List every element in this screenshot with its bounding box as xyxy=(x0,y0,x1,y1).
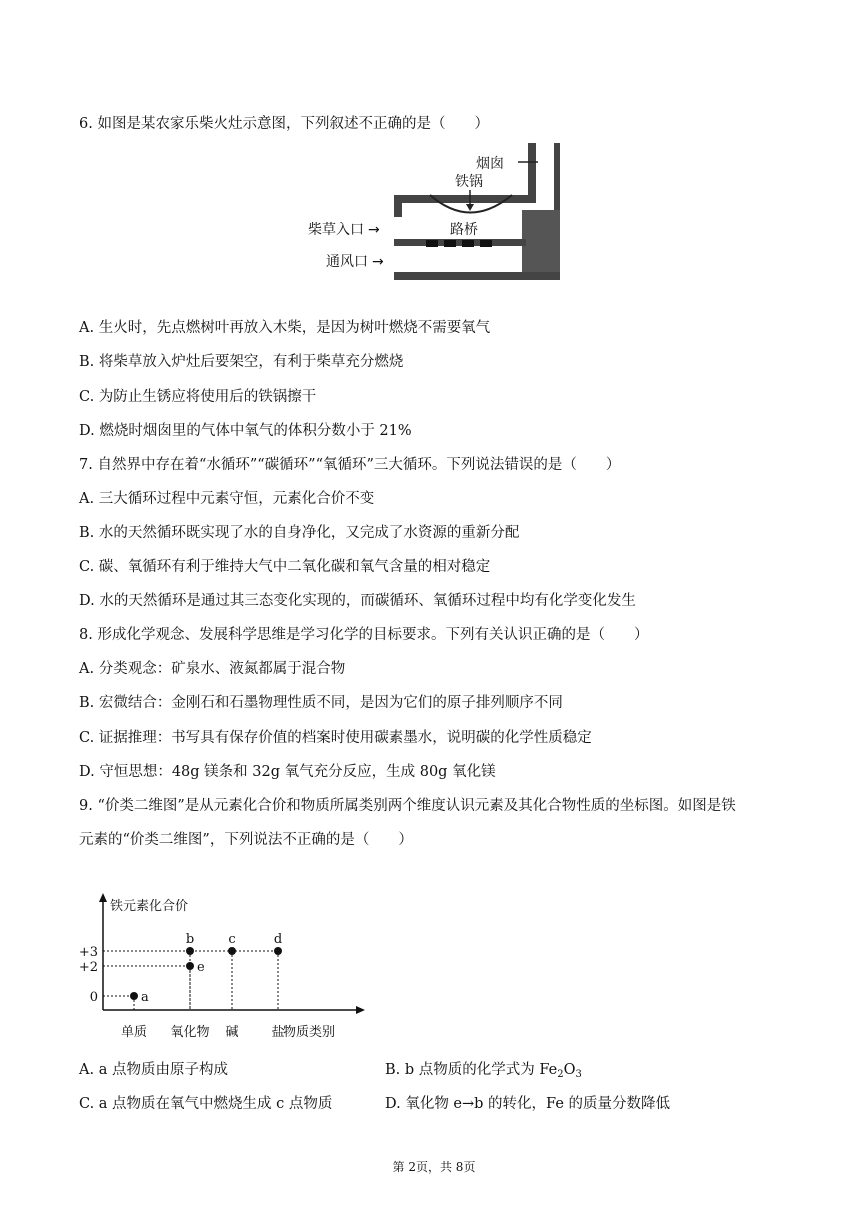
valence-class-chart xyxy=(76,892,376,1052)
q7-option-d: D. 水的天然循环是通过其三态变化实现的，而碳循环、氧循环过程中均有化学变化发生 xyxy=(79,593,636,609)
x-axis-label: 物质类别 xyxy=(283,1025,336,1040)
data-point-label-b: b xyxy=(185,932,195,947)
pot-arrowhead xyxy=(466,204,474,211)
data-point-b xyxy=(186,947,194,955)
y-tick-label: 0 xyxy=(89,990,98,1005)
q8-option-a: A. 分类观念：矿泉水、液氮都属于混合物 xyxy=(79,661,346,677)
x-tick-label: 氧化物 xyxy=(170,1025,210,1040)
q9-option-b-mid: O xyxy=(563,1062,576,1078)
q9-option-b-text: B. b 点物质的化学式为 Fe xyxy=(385,1062,558,1078)
q8-stem: 8. 形成化学观念、发展科学思维是学习化学的目标要求。下列有关认识正确的是（ ） xyxy=(79,627,649,643)
q7-option-c: C. 碳、氧循环有利于维持大气中二氧化碳和氧气含量的相对稳定 xyxy=(79,559,491,575)
data-point-label-e: e xyxy=(197,960,205,975)
q9-option-b-sub1: 2 xyxy=(557,1069,564,1080)
x-tick-label: 碱 xyxy=(225,1025,239,1040)
q6-stem: 6. 如图是某农家乐柴火灶示意图，下列叙述不正确的是（ ） xyxy=(79,116,489,132)
q8-option-c: C. 证据推理：书写具有保存价值的档案时使用碳素墨水，说明碳的化学性质稳定 xyxy=(79,730,592,746)
data-point-label-a: a xyxy=(141,990,149,1005)
q6-option-d: D. 燃烧时烟囱里的气体中氧气的体积分数小于 21% xyxy=(79,423,412,439)
data-point-label-d: d xyxy=(273,932,283,947)
q7-stem: 7. 自然界中存在着“水循环”“碳循环”“氧循环”三大循环。下列说法错误的是（ ） xyxy=(79,457,621,473)
chimney-inner-wall xyxy=(528,143,536,203)
stove-bottom-wall xyxy=(394,272,560,280)
pot-label: 铁锅 xyxy=(455,174,483,190)
q8-option-b: B. 宏微结合：金刚石和石墨物理性质不同，是因为它们的原子排列顺序不同 xyxy=(79,695,563,711)
x-axis-arrowhead xyxy=(356,1006,365,1014)
x-tick-label: 盐 xyxy=(271,1025,285,1040)
q6-option-b: B. 将柴草放入炉灶后要架空，有利于柴草充分燃烧 xyxy=(79,354,404,370)
q7-option-a: A. 三大循环过程中元素守恒，元素化合价不变 xyxy=(79,491,375,507)
page-footer: 第 2页，共 8页 xyxy=(392,1160,476,1174)
q7-option-b: B. 水的天然循环既实现了水的自身净化，又完成了水资源的重新分配 xyxy=(79,525,520,541)
q9-option-b-sub2: 3 xyxy=(575,1069,582,1080)
y-axis-label: 铁元素化合价 xyxy=(110,899,189,914)
stove-left-wall xyxy=(394,195,402,217)
data-point-a xyxy=(130,992,138,1000)
q6-option-a: A. 生火时，先点燃树叶再放入木柴，是因为树叶燃烧不需要氧气 xyxy=(79,320,491,336)
grate-label: 路桥 xyxy=(450,222,478,238)
fuel-inlet-label: 柴草入口 xyxy=(308,222,364,238)
chimney-label: 烟囱 xyxy=(476,156,504,172)
data-point-label-c: c xyxy=(228,932,236,947)
stove-top-wall xyxy=(394,195,534,203)
y-axis-arrowhead xyxy=(99,893,107,902)
data-point-d xyxy=(274,947,282,955)
q9-option-d: D. 氧化物 e→b 的转化，Fe 的质量分数降低 xyxy=(385,1096,671,1112)
q9-stem-line2: 元素的“价类二维图”，下列说法不正确的是（ ） xyxy=(79,832,413,848)
q9-option-a: A. a 点物质由原子构成 xyxy=(79,1062,228,1078)
q9-stem-line1: 9. “价类二维图”是从元素化合价和物质所属类别两个维度认识元素及其化合物性质的坐标图。如图是铁 xyxy=(79,798,736,814)
q8-option-d: D. 守恒思想：48g 镁条和 32g 氧气充分反应，生成 80g 氧化镁 xyxy=(79,764,496,780)
q9-option-c: C. a 点物质在氧气中燃烧生成 c 点物质 xyxy=(79,1096,333,1112)
fuel-inlet-arrow: → xyxy=(368,222,380,238)
data-point-e xyxy=(186,962,194,970)
q6-option-c: C. 为防止生锈应将使用后的铁锅擦干 xyxy=(79,389,317,405)
x-tick-label: 单质 xyxy=(120,1025,148,1040)
q9-option-b xyxy=(385,1060,582,1085)
stove-right-block xyxy=(522,210,560,280)
stove-middle-bar xyxy=(394,239,526,246)
y-tick-label: +3 xyxy=(78,945,98,960)
stove-diagram xyxy=(300,138,570,286)
vent-label: 通风口 xyxy=(326,254,368,270)
y-tick-label: +2 xyxy=(78,960,98,975)
vent-arrow: → xyxy=(372,254,384,270)
data-point-c xyxy=(228,947,236,955)
